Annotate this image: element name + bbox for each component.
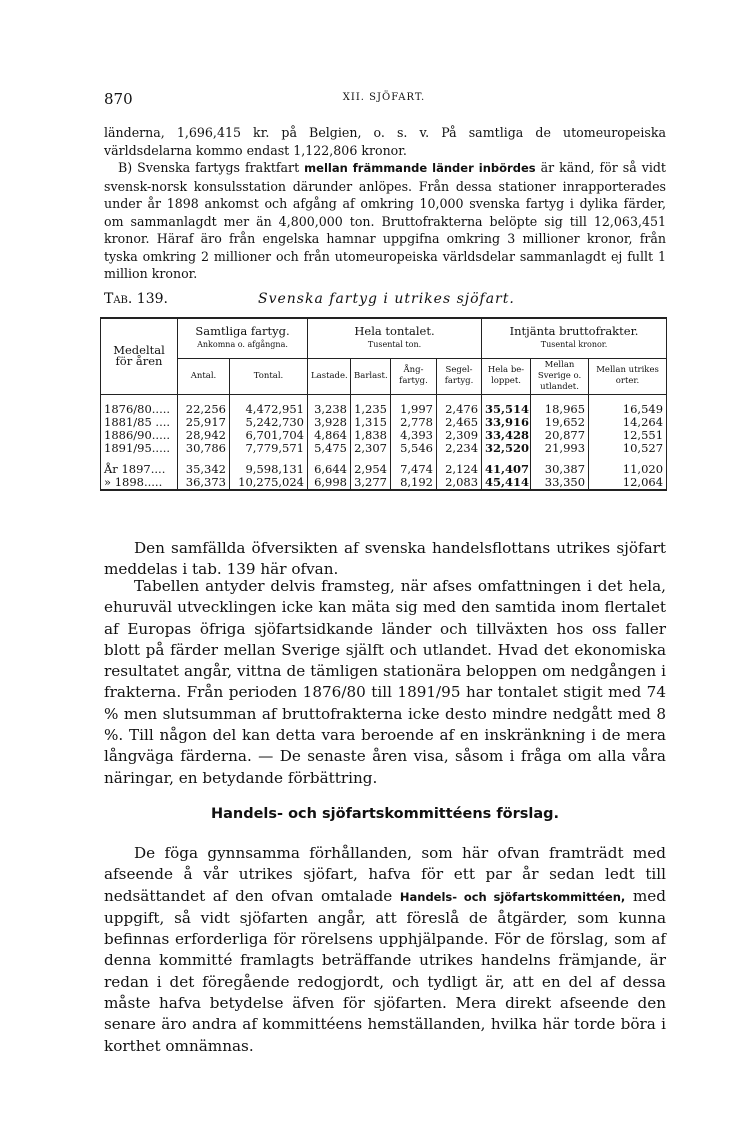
cell-lastade: 3,238 [308, 403, 351, 416]
cell-tontal: 5,242,730 [230, 416, 308, 429]
body-p5-bold: Handels- och sjöfartskommittéen, [399, 889, 626, 904]
table-row [101, 463, 667, 476]
intro-paragraph-2 [104, 159, 666, 283]
cell-utrikes: 16,549 [589, 403, 667, 416]
col-tontal: Tontal. [230, 358, 308, 394]
cell-hela: 33,428 [482, 429, 531, 442]
statistics-table [100, 317, 667, 491]
cell-lastade: 6,998 [308, 476, 351, 490]
row-label: 1891/95..... [101, 442, 178, 455]
group-samtliga-sub: Ankomna o. afgångna. [197, 340, 288, 350]
col-antal: Antal. [178, 358, 230, 394]
row-label: 1876/80..... [101, 403, 178, 416]
cell-segel: 2,476 [437, 403, 482, 416]
cell-ang: 2,778 [391, 416, 437, 429]
table-label: Tab. 139. [104, 291, 168, 307]
col-hela-beloppet: Hela be-loppet. [482, 358, 531, 394]
body-paragraph-1: Den samfällda öfversikten af svenska handelsflottans utrikes sjöfart meddelas i tab. 139 här ofvan. [104, 539, 666, 579]
cell-sverige: 21,993 [531, 442, 589, 455]
running-head: XII. SJÖFART. [342, 92, 426, 103]
col-angfartyg: Ång-fartyg. [391, 358, 437, 394]
group-hela-title: Hela tontalet. [354, 324, 435, 339]
header-corner: Medeltal för åren [101, 318, 178, 394]
cell-hela: 45,414 [482, 476, 531, 490]
cell-barlast: 1,838 [351, 429, 391, 442]
cell-sverige: 33,350 [531, 476, 589, 490]
cell-antal: 36,373 [178, 476, 230, 490]
cell-lastade: 4,864 [308, 429, 351, 442]
cell-ang: 7,474 [391, 463, 437, 476]
row-label: År 1897.... [101, 463, 178, 476]
body-paragraph-3 [104, 843, 666, 1057]
cell-sverige: 19,652 [531, 416, 589, 429]
cell-antal: 35,342 [178, 463, 230, 476]
intro-p2-bold: mellan främmande länder inbördes [304, 161, 536, 175]
cell-antal: 30,786 [178, 442, 230, 455]
cell-hela: 35,514 [482, 403, 531, 416]
cell-sverige: 18,965 [531, 403, 589, 416]
cell-segel: 2,124 [437, 463, 482, 476]
cell-tontal: 6,701,704 [230, 429, 308, 442]
page-header [104, 90, 664, 108]
body-p5-start: De föga gynnsamma förhållanden, som här ofvan framträdt med afseende å vår utrikes sjöfart, hafva för ett par år sedan ledt till nedsättandet af den ofvan omtalade [104, 844, 666, 905]
cell-barlast: 1,315 [351, 416, 391, 429]
intro-paragraph-1: länderna, 1,696,415 kr. på Belgien, o. s. v. På samtliga de utomeuropeiska världsdelarna kommo endast 1,122,806 kronor. [104, 125, 666, 158]
col-mellan-utrikes: Mellan utrikes orter. [589, 358, 667, 394]
table-row [101, 442, 667, 455]
row-label: 1886/90..... [101, 429, 178, 442]
col-mellan-sverige: Mellan Sverige o. utlandet. [531, 358, 589, 394]
row-label: 1881/85 .... [101, 416, 178, 429]
group-intjanta-sub: Tusental kronor. [540, 340, 608, 350]
cell-tontal: 10,275,024 [230, 476, 308, 490]
cell-utrikes: 10,527 [589, 442, 667, 455]
cell-segel: 2,309 [437, 429, 482, 442]
col-barlast: Barlast. [351, 358, 391, 394]
cell-ang: 4,393 [391, 429, 437, 442]
group-hela [308, 318, 482, 358]
cell-antal: 25,917 [178, 416, 230, 429]
cell-ang: 8,192 [391, 476, 437, 490]
body-p5-end: med uppgift, så vidt sjöfarten angår, att föreslå de åtgärder, som kunna befinnas erforderliga för rörelsens upphjälpande. För de förslag, som af denna kommitté framlagts beträffande utrikes handelns främjande, är redan i det föregående redogjordt, och tydligt är, att en del af dessa måste hafva betydelse äfven för sjöfarten. Mera direkt afseende den senare äro andra af kommittéens hemställanden, hvilka här torde böra i korthet omnämnas. [104, 886, 666, 1055]
group-samtliga-title: Samtliga fartyg. [195, 324, 290, 339]
body-paragraph-2: Tabellen antyder delvis framsteg, när afses omfattningen i det hela, ehuruväl utvecklingen icke kan mäta sig med den samtida inom flertalet af Europas öfriga sjöfartsidkande länder och tillväxten hos oss faller blott på färder mellan Sverige själft och utlandet. Hvad det ekonomiska resultatet angår, vittna de tämligen stationära beloppen om nedgången i frakterna. Från perioden 1876/80 till 1891/95 har tontalet stigit med 74 % men slutsumman af bruttofrakterna icke desto mindre nedgått med 8 %. Till någon del kan detta vara beroende af en inskränkning i de mera långväga färderna. — De senaste åren visa, såsom i fråga om alla våra näringar, en betydande förbättring. [104, 577, 666, 787]
row-label: » 1898..... [101, 476, 178, 490]
table-row [101, 476, 667, 490]
intro-p2-end: är känd, för så vidt svensk-norsk konsulsstation därunder anlöpes. Från dessa stationer inrapporterades under år 1898 ankomst och afgång af omkring 10,000 svenska fartyg i dylika färder, om sammanlagdt mer än 4,800,000 ton. Bruttofrakterna belöpte sig till 12,063,451 kronor. Häraf äro från engelska hamnar uppgifna omkring 3 millioner kronor, från tyska omkring 2 millioner och från utomeuropeiska världsdelar sammanlagdt ej fullt 1 million kronor. [104, 160, 666, 281]
cell-tontal: 7,779,571 [230, 442, 308, 455]
cell-tontal: 9,598,131 [230, 463, 308, 476]
statistics-table-wrapper [100, 317, 666, 491]
col-segelfartyg: Segel-fartyg. [437, 358, 482, 394]
cell-antal: 22,256 [178, 403, 230, 416]
group-samtliga [178, 318, 308, 358]
cell-barlast: 3,277 [351, 476, 391, 490]
group-intjanta [482, 318, 667, 358]
cell-barlast: 2,954 [351, 463, 391, 476]
cell-utrikes: 12,551 [589, 429, 667, 442]
col-lastade: Lastade. [308, 358, 351, 394]
table-row [101, 416, 667, 429]
page-number: 870 [104, 90, 133, 108]
cell-ang: 5,546 [391, 442, 437, 455]
cell-lastade: 6,644 [308, 463, 351, 476]
cell-sverige: 30,387 [531, 463, 589, 476]
cell-hela: 32,520 [482, 442, 531, 455]
intro-p2-start: B) Svenska fartygs fraktfart [118, 160, 305, 175]
table-row [101, 403, 667, 416]
cell-ang: 1,997 [391, 403, 437, 416]
section-heading: Handels- och sjöfartskommittéens förslag. [210, 806, 560, 822]
cell-barlast: 1,235 [351, 403, 391, 416]
cell-utrikes: 14,264 [589, 416, 667, 429]
cell-utrikes: 11,020 [589, 463, 667, 476]
cell-segel: 2,465 [437, 416, 482, 429]
cell-lastade: 3,928 [308, 416, 351, 429]
cell-segel: 2,234 [437, 442, 482, 455]
cell-sverige: 20,877 [531, 429, 589, 442]
group-intjanta-title: Intjänta bruttofrakter. [509, 324, 639, 339]
cell-hela: 33,916 [482, 416, 531, 429]
cell-barlast: 2,307 [351, 442, 391, 455]
cell-segel: 2,083 [437, 476, 482, 490]
table-title: Svenska fartyg i utrikes sjöfart. [258, 291, 515, 307]
table-row [101, 429, 667, 442]
cell-tontal: 4,472,951 [230, 403, 308, 416]
table-caption [104, 291, 666, 311]
cell-utrikes: 12,064 [589, 476, 667, 490]
cell-antal: 28,942 [178, 429, 230, 442]
cell-lastade: 5,475 [308, 442, 351, 455]
cell-hela: 41,407 [482, 463, 531, 476]
group-hela-sub: Tusental ton. [367, 340, 422, 350]
